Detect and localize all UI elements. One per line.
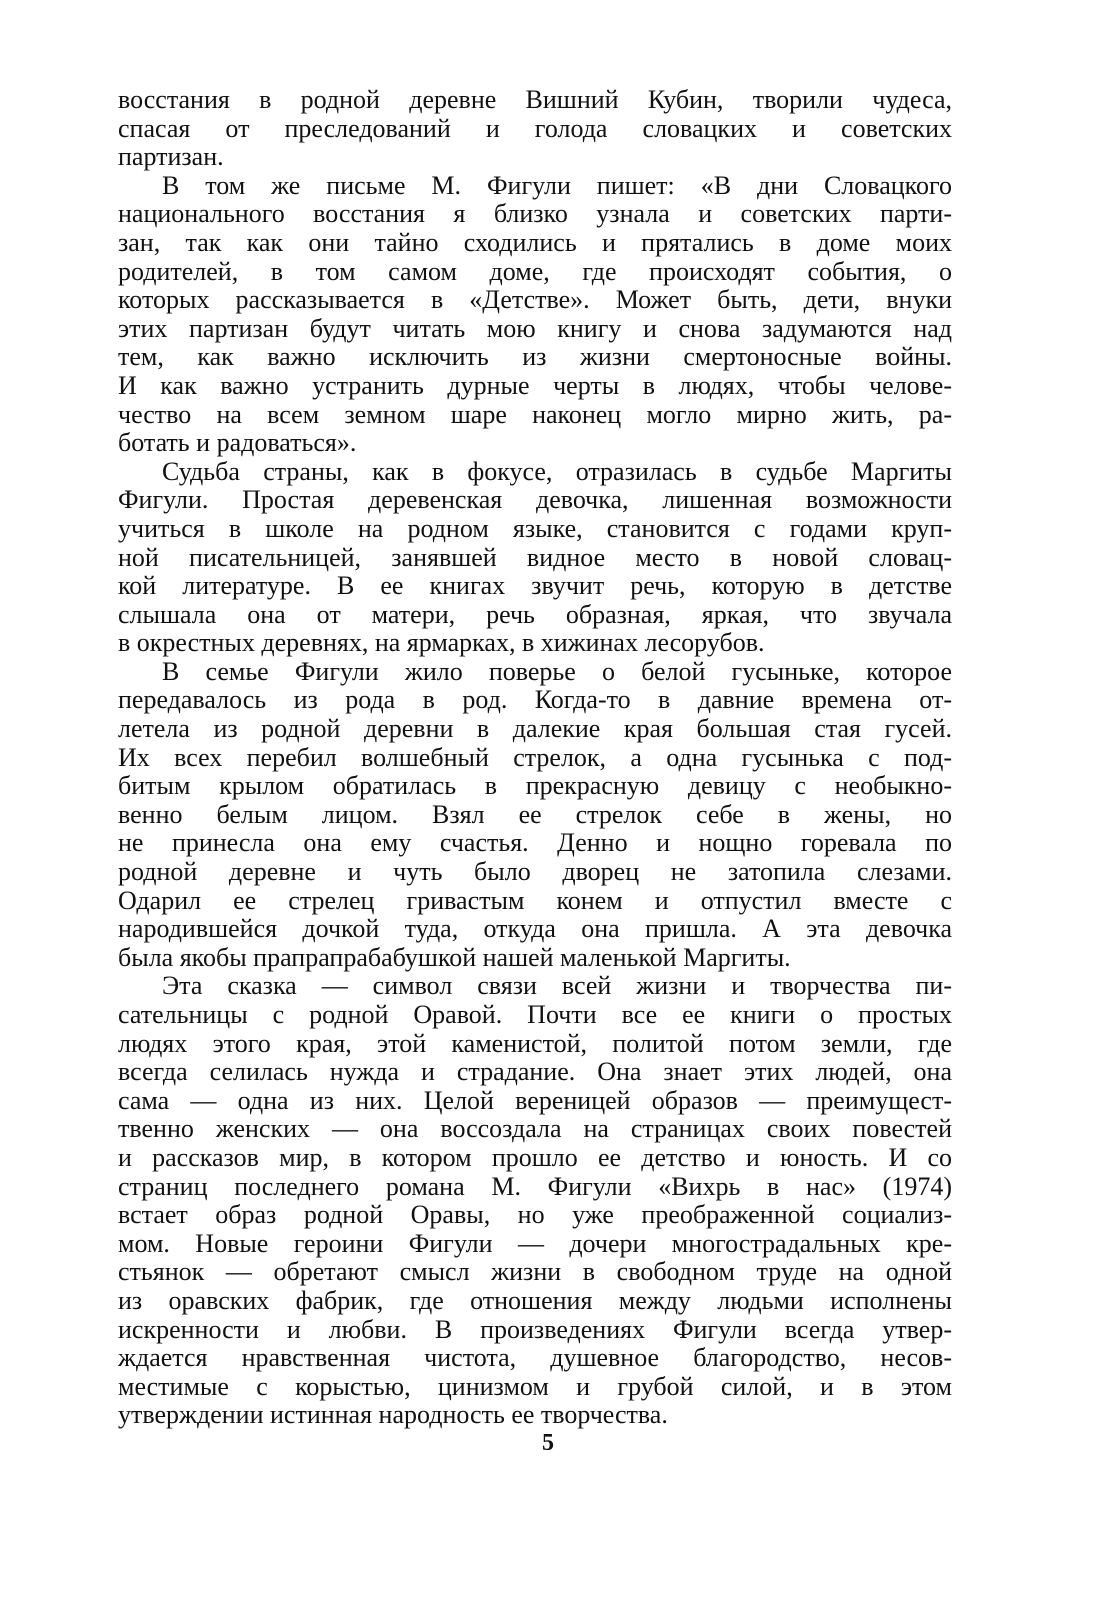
text-line: и рассказов мир, в котором прошло ее детство и юность. И со bbox=[118, 1142, 952, 1172]
text-line: летела из родной деревни в далекие края большая стая гусей. bbox=[118, 714, 952, 744]
text-line: кой литературе. В ее книгах звучит речь, которую в детстве bbox=[118, 571, 952, 601]
text-line: мом. Новые героини Фигули — дочери многострадальных кре- bbox=[118, 1228, 952, 1258]
text-line: Эта сказка — символ связи всей жизни и творчества пи- bbox=[162, 971, 952, 1001]
paragraph bbox=[118, 172, 952, 458]
text-line: народившейся дочкой туда, откуда она пришла. А эта девочка bbox=[118, 914, 952, 944]
text-line: местимые с корыстью, цинизмом и грубой силой, и в этом bbox=[118, 1371, 952, 1401]
text-line: утверждении истинная народность ее творчества. bbox=[118, 1400, 668, 1430]
text-line: спасая от преследований и голода словацких и советских bbox=[118, 113, 952, 143]
text-line: сательницы с родной Оравой. Почти все ее книги о простых bbox=[118, 1000, 952, 1029]
text-line: национального восстания я близко узнала и советских парти- bbox=[118, 199, 952, 229]
text-line: этих партизан будут читать мою книгу и снова задумаются над bbox=[118, 313, 952, 343]
text-line: в окрестных деревнях, на ярмарках, в хижинах лесорубов. bbox=[118, 628, 765, 658]
text-line: всегда селилась нужда и страдание. Она знает этих людей, она bbox=[118, 1057, 952, 1087]
page-body bbox=[118, 86, 952, 1430]
text-line: В семье Фигули жило поверье о белой гусыньке, которое bbox=[162, 656, 952, 686]
text-line: из оравских фабрик, где отношения между людьми исполнены bbox=[118, 1285, 952, 1315]
text-line: зан, так как они тайно сходились и прятались в доме моих bbox=[118, 227, 952, 257]
text-line: страниц последнего романа М. Фигули «Вихрь в нас» (1974) bbox=[118, 1171, 952, 1201]
text-line: учиться в школе на родном языке, становится с годами круп- bbox=[118, 513, 952, 543]
text-line: родителей, в том самом доме, где происходят события, о bbox=[118, 256, 952, 286]
text-line: ной писательницей, занявшей видное место в новой словац- bbox=[118, 542, 952, 572]
text-line: ботать и радоваться». bbox=[118, 428, 357, 458]
text-line: восстания в родной деревне Вишний Кубин, творили чудеса, bbox=[118, 85, 952, 114]
text-line: битым крылом обратилась в прекрасную девицу с необыкно- bbox=[118, 771, 952, 801]
text-line: венно белым лицом. Взял ее стрелок себе в жены, но bbox=[118, 799, 952, 829]
text-line: Фигули. Простая деревенская девочка, лишенная возможности bbox=[118, 485, 952, 515]
text-line: не принесла она ему счастья. Денно и нощно горевала по bbox=[118, 828, 952, 858]
page-number: 5 bbox=[542, 1430, 554, 1456]
text-line: стьянок — обретают смысл жизни в свободном труде на одной bbox=[118, 1257, 952, 1287]
paragraph bbox=[118, 972, 952, 1430]
text-line: была якобы прапрапрабабушкой нашей маленькой Маргиты. bbox=[118, 942, 791, 972]
text-line: людях этого края, этой каменистой, политой потом земли, где bbox=[118, 1028, 952, 1058]
text-line: искренности и любви. В произведениях Фигули всегда утвер- bbox=[118, 1314, 952, 1344]
text-line: Одарил ее стрелец гривастым конем и отпустил вместе с bbox=[118, 885, 952, 915]
text-line: твенно женских — она воссоздала на страницах своих повестей bbox=[118, 1114, 952, 1144]
text-line: встает образ родной Оравы, но уже преображенной социализ- bbox=[118, 1200, 952, 1230]
text-line: тем, как важно исключить из жизни смертоносные войны. bbox=[118, 342, 952, 372]
paragraph bbox=[118, 458, 952, 658]
paragraph bbox=[118, 86, 952, 172]
text-line: ждается нравственная чистота, душевное благородство, несов- bbox=[118, 1343, 952, 1373]
text-line: В том же письме М. Фигули пишет: «В дни Словацкого bbox=[162, 170, 952, 200]
text-line: Их всех перебил волшебный стрелок, а одна гусынька с под- bbox=[118, 742, 952, 772]
text-line: слышала она от матери, речь образная, яркая, что звучала bbox=[118, 599, 952, 629]
text-line: сама — одна из них. Целой вереницей образов — преимущест- bbox=[118, 1085, 952, 1115]
text-line: партизан. bbox=[118, 142, 224, 172]
text-line: Судьба страны, как в фокусе, отразилась в судьбе Маргиты bbox=[162, 456, 952, 486]
text-line: которых рассказывается в «Детстве». Может быть, дети, внуки bbox=[118, 285, 952, 315]
text-line: чество на всем земном шаре наконец могло мирно жить, ра- bbox=[118, 399, 952, 429]
text-line: передавалось из рода в род. Когда-то в давние времена от- bbox=[118, 685, 952, 715]
paragraph bbox=[118, 658, 952, 973]
text-line: И как важно устранить дурные черты в людях, чтобы челове- bbox=[118, 370, 952, 400]
text-line: родной деревне и чуть было дворец не затопила слезами. bbox=[118, 857, 952, 887]
